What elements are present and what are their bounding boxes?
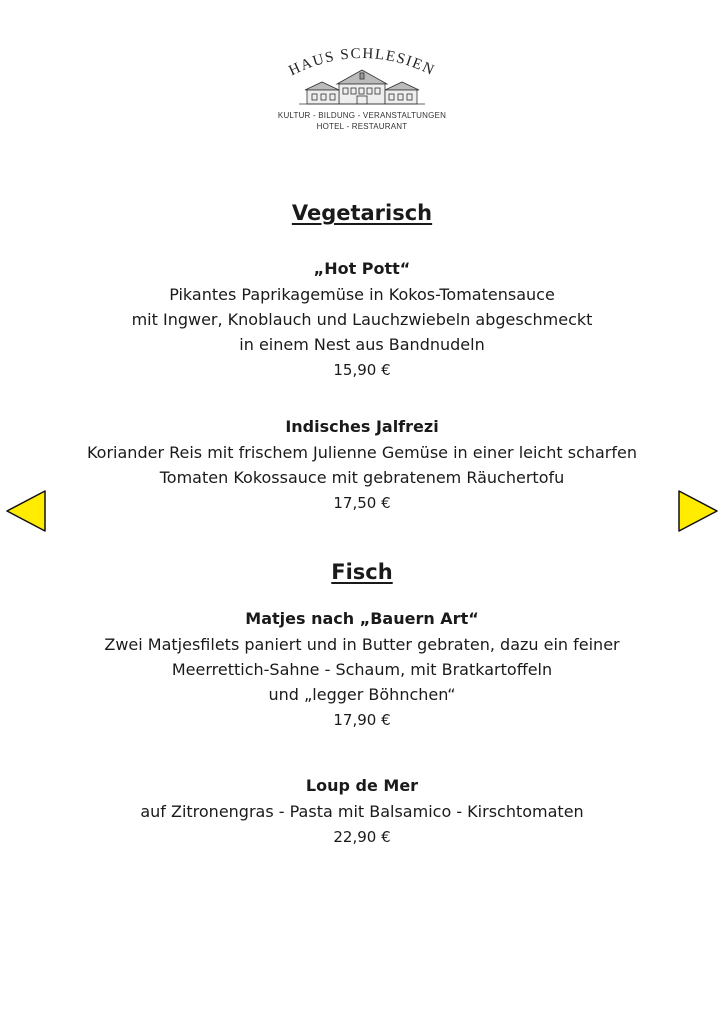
dish-price: 17,50 € bbox=[333, 494, 391, 512]
dish-description-line: Pikantes Paprikagemüse in Kokos-Tomatensauce bbox=[169, 285, 555, 304]
dish-description-line: auf Zitronengras - Pasta mit Balsamico - Kirschtomaten bbox=[140, 802, 584, 821]
dish-name: Matjes nach „Bauern Art“ bbox=[245, 609, 479, 628]
dish-description-line: und „legger Böhnchen“ bbox=[268, 685, 456, 704]
logo-brand-textpath: HAUS SCHLESIEN bbox=[286, 45, 438, 80]
triangle-left-icon bbox=[4, 488, 48, 534]
logo-tagline-1: KULTUR - BILDUNG - VERANSTALTUNGEN bbox=[277, 111, 447, 120]
dish-price: 15,90 € bbox=[333, 361, 391, 379]
dish-description-line: Meerrettich-Sahne - Schaum, mit Bratkartoffeln bbox=[171, 660, 553, 679]
dish-description-line: in einem Nest aus Bandnudeln bbox=[239, 335, 485, 354]
dish-description-line: Zwei Matjesfilets paniert und in Butter gebraten, dazu ein feiner bbox=[104, 635, 620, 654]
dish-description-line: mit Ingwer, Knoblauch und Lauchzwiebeln abgeschmeckt bbox=[131, 310, 593, 329]
dish-name: „Hot Pott“ bbox=[313, 259, 411, 278]
logo-tagline-2: HOTEL - RESTAURANT bbox=[316, 122, 408, 131]
triangle-right-icon bbox=[676, 488, 720, 534]
dish-description-line: Tomaten Kokossauce mit gebratenem Räuchertofu bbox=[159, 468, 565, 487]
dish-price: 17,90 € bbox=[333, 711, 391, 729]
dish-description-line: Koriander Reis mit frischem Julienne Gemüse in einer leicht scharfen bbox=[86, 443, 637, 462]
dish-indisches-jalfrezi bbox=[0, 414, 724, 516]
dish-hot-pott bbox=[0, 256, 724, 383]
dish-loup-de-mer bbox=[0, 773, 724, 850]
dish-name: Indisches Jalfrezi bbox=[285, 417, 439, 436]
dish-price: 22,90 € bbox=[333, 828, 391, 846]
logo bbox=[262, 40, 462, 140]
dish-matjes bbox=[0, 606, 724, 733]
dish-name: Loup de Mer bbox=[305, 776, 419, 795]
next-page-button[interactable] bbox=[676, 488, 720, 534]
prev-page-button[interactable] bbox=[4, 488, 48, 534]
section-title-fisch: Fisch bbox=[331, 560, 393, 584]
section-title-vegetarisch: Vegetarisch bbox=[291, 201, 433, 225]
haus-schlesien-logo-graphic bbox=[277, 40, 447, 110]
